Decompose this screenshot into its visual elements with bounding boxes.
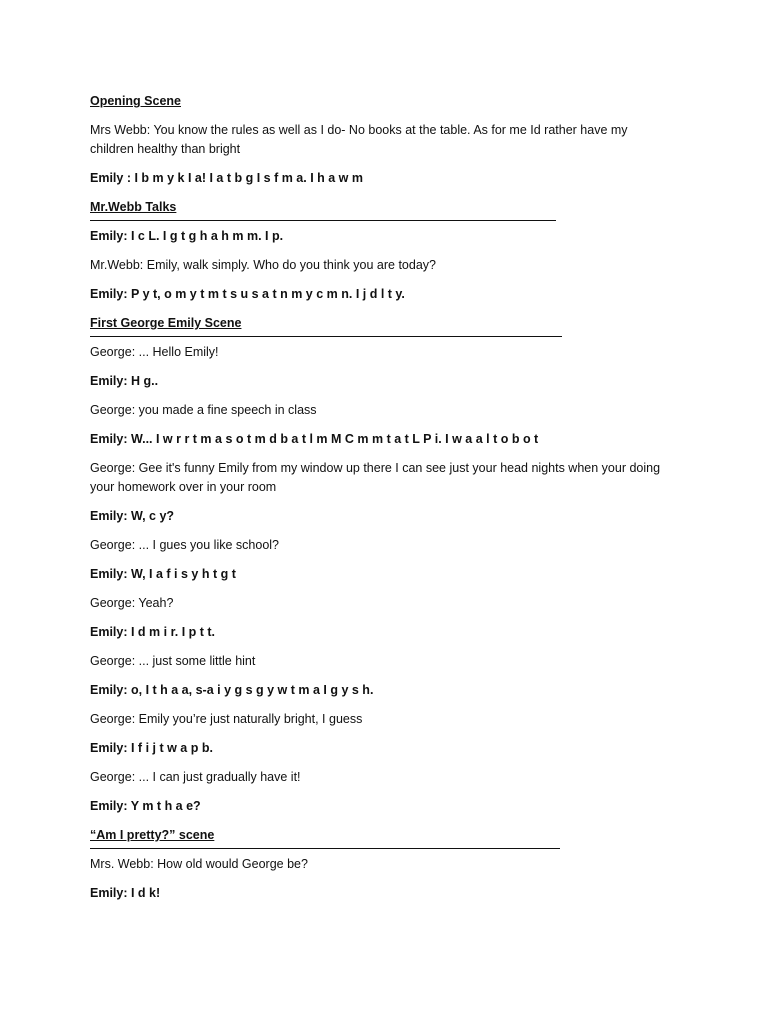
section-heading-text: “Am I pretty?” scene	[90, 828, 215, 842]
dialogue-line: Emily: I f i j t w a p b.	[90, 741, 213, 755]
dialogue-line: Emily: P y t, o m y t m t s u s a t n m y c m n. I j d l t y.	[90, 287, 405, 301]
dialogue-line: Mr.Webb: Emily, walk simply. Who do you think you are today?	[90, 258, 436, 272]
section-heading-webb	[90, 198, 556, 221]
dialogue-line: George: Emily you’re just naturally bright, I guess	[90, 712, 363, 726]
section-heading-text: Mr.Webb Talks	[90, 200, 177, 214]
dialogue-line: Emily: Y m t h a e?	[90, 799, 201, 813]
dialogue-line: George: ... Hello Emily!	[90, 345, 219, 359]
dialogue-line: George: Yeah?	[90, 596, 174, 610]
dialogue-line: Emily: H g..	[90, 374, 159, 388]
dialogue-line: Emily: I d m i r. I p t t.	[90, 625, 216, 639]
dialogue-line: Mrs Webb: You know the rules as well as I do- No books at the table. As for me Id rather have my children healthy than bright	[90, 123, 628, 156]
section-heading-pretty	[90, 826, 560, 849]
dialogue-line: George: Gee it's funny Emily from my window up there I can see just your head nights when your doing your homework over in your room	[90, 461, 661, 494]
section-heading-opening: Opening Scene	[90, 94, 181, 108]
dialogue-line: George: ... I can just gradually have it!	[90, 770, 301, 784]
dialogue-line: Emily: W, c y?	[90, 509, 175, 523]
dialogue-line: Emily: W... I w r r t m a s o t m d b a t l m M C m m t a t L P i. I w a a l t o b o t	[90, 432, 539, 446]
dialogue-line: George: ... I gues you like school?	[90, 538, 279, 552]
dialogue-line: Emily: W, I a f i s y h t g t	[90, 567, 236, 581]
dialogue-line: Mrs. Webb: How old would George be?	[90, 857, 308, 871]
dialogue-line: Emily: I c L. I g t g h a h m m. I p.	[90, 229, 284, 243]
dialogue-line: Emily: o, I t h a a, s-a i y g s g y w t m a I g y s h.	[90, 683, 374, 697]
dialogue-line: George: you made a fine speech in class	[90, 403, 317, 417]
dialogue-line: Emily : I b m y k I a! I a t b g I s f m a. I h a w m	[90, 171, 363, 185]
section-heading-text: First George Emily Scene	[90, 316, 242, 330]
section-heading-george	[90, 314, 562, 337]
dialogue-line: George: ... just some little hint	[90, 654, 256, 668]
dialogue-line: Emily: I d k!	[90, 886, 161, 900]
